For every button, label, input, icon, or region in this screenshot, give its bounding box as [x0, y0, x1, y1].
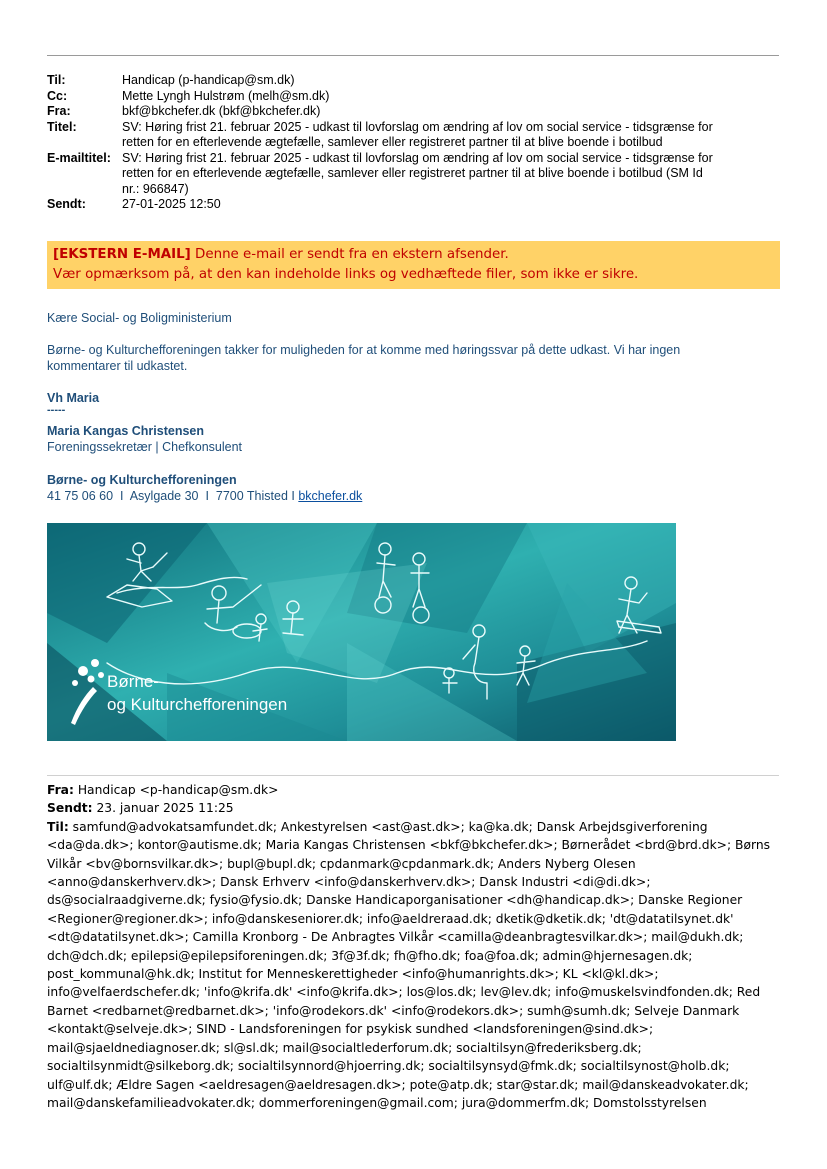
forward-divider — [47, 775, 779, 776]
emailtitle-value-line-1: SV: Høring frist 21. februar 2025 - udkast til lovforslag om ændring af lov om social service - tidsgrænse for — [122, 150, 713, 165]
body-paragraph-line-1: Børne- og Kulturchefforeningen takker for muligheden for at komme med høringssvar på dette udkast. Vi har ingen — [47, 343, 681, 357]
cc-value: Mette Lyngh Hulstrøm (melh@sm.dk) — [122, 88, 330, 103]
emailtitle-label: E-mailtitel: — [47, 150, 111, 165]
signature-name: Maria Kangas Christensen — [47, 424, 204, 438]
warning-line-1 — [53, 245, 774, 265]
emailtitle-row — [47, 151, 779, 198]
fwd-sent-row — [47, 799, 782, 817]
fwd-to-line-0 — [47, 818, 782, 836]
from-row — [47, 104, 779, 120]
logo-line-1: Børne- — [107, 672, 159, 691]
fwd-to-line-10: Barnet <redbarnet@redbarnet.dk>; 'info@rodekors.dk' <info@rodekors.dk>; sumh@sumh.dk; Selveje Danmark — [47, 1003, 740, 1018]
fwd-to-line-7: dch@dch.dk; epilepsi@epilepsiforeningen.dk; 3f@3f.dk; fh@fho.dk; foa@foa.dk; admin@hjernesagen.dk; — [47, 948, 693, 963]
body-paragraph-line-2: kommentarer til udkastet. — [47, 359, 188, 373]
emailtitle-value-line-3: nr.: 966847) — [122, 181, 189, 196]
from-label: Fra: — [47, 104, 71, 118]
fwd-to-line-9: info@velfaerdschefer.dk; 'info@krifa.dk' <info@krifa.dk>; los@los.dk; lev@lev.dk; info@muskelsvindfonden.dk; Red — [47, 985, 761, 1000]
fwd-from-label: Fra: — [47, 783, 74, 797]
signature-org: Børne- og Kulturchefforeningen — [47, 473, 237, 487]
fwd-to-line-3: <anno@danskerhverv.dk>; Dansk Erhverv <info@danskerhverv.dk>; Dansk Industri <di@di.dk>; — [47, 875, 651, 890]
fwd-to-line-11: <kontakt@selveje.dk>; SIND - Landsforeningen for psykisk sundhed <landsforeningen@sind.dk>; — [47, 1022, 654, 1037]
sent-value: 27-01-2025 12:50 — [122, 197, 221, 211]
to-row — [47, 73, 779, 89]
signature-separator: ----- — [47, 404, 66, 416]
title-value-line-2: retten for en efterlevende ægtefælle, samlever eller registreret partner til at blive boende i botilbud — [122, 135, 663, 149]
warning-tag: [EKSTERN E-MAIL] — [53, 247, 191, 262]
external-email-warning — [47, 241, 780, 289]
fwd-sent-value: 23. januar 2025 11:25 — [92, 801, 234, 816]
signature-role: Foreningssekretær | Chefkonsulent — [47, 440, 243, 454]
signature-contact-text: 41 75 06 60 I Asylgade 30 I 7700 Thisted I — [47, 489, 299, 503]
emailtitle-value — [122, 151, 779, 198]
to-label: Til: — [47, 73, 66, 87]
from-value: bkf@bkchefer.dk (bkf@bkchefer.dk) — [122, 104, 321, 118]
fwd-to-line-4: ds@socialraadgiverne.dk; fysio@fysio.dk; Danske Handicaporganisationer <dh@handicap.dk>; Danske Regioner — [47, 893, 743, 908]
cc-row — [47, 89, 779, 105]
title-value — [122, 120, 779, 151]
to-value: Handicap (p-handicap@sm.dk) — [122, 73, 295, 87]
fwd-to-line-15: mail@danskefamilieadvokater.dk; dommerforeningen@gmail.com; jura@dommerfm.dk; Domstolsstyrelsen — [47, 1095, 707, 1110]
fwd-to-label: Til: — [47, 819, 69, 834]
fwd-sent-label: Sendt: — [47, 801, 93, 816]
fwd-from-value: Handicap <p-handicap@sm.dk> — [73, 783, 279, 797]
fwd-to-line-5: <Regioner@regioner.dk>; info@danskeseniorer.dk; info@aeldreraad.dk; dketik@dketik.dk; 'dt@datatilsynet.dk' — [47, 911, 734, 926]
top-divider — [47, 55, 779, 56]
fwd-from-row — [47, 781, 782, 799]
fwd-to-line-13: socialtilsynmidt@silkeborg.dk; socialtilsynnord@hjoerring.dk; socialtilsynsyd@fmk.dk; socialtilsynost@holb.dk; — [47, 1059, 730, 1074]
body-paragraph — [47, 342, 782, 374]
sent-label: Sendt: — [47, 197, 86, 211]
fwd-to-line-12: mail@sjaeldnediagnoser.dk; sl@sl.dk; mail@socialtlederforum.dk; socialtilsyn@frederiksberg.dk; — [47, 1040, 642, 1055]
title-label: Titel: — [47, 119, 77, 134]
logo-line-2: og Kulturchefforeningen — [107, 695, 288, 714]
fwd-to-line-2: Vilkår <bv@bornsvilkar.dk>; bupl@bupl.dk; cpdanmark@cpdanmark.dk; Anders Nyberg Olesen — [47, 856, 636, 871]
fwd-to-line-8: post_kommunal@hk.dk; Institut for Menneskerettigheder <info@humanrights.dk>; KL <kl@kl.dk>; — [47, 967, 659, 982]
email-header — [47, 73, 779, 213]
title-row — [47, 120, 779, 151]
warning-line-2: Vær opmærksom på, at den kan indeholde links og vedhæftede filer, som ikke er sikre. — [53, 267, 639, 282]
warning-text-1: Denne e-mail er sendt fra en ekstern afsender. — [190, 247, 509, 262]
greeting: Kære Social- og Boligministerium — [47, 311, 232, 325]
regards: Vh Maria — [47, 391, 100, 405]
fwd-to-line-6: <dt@datatilsynet.dk>; Camilla Kronborg - De Anbragtes Vilkår <camilla@deanbragtesvilkar.dk>; mail@dukh.dk; — [47, 930, 744, 945]
signature-contact — [47, 488, 362, 504]
cc-label: Cc: — [47, 88, 68, 103]
fwd-to-text-0: samfund@advokatsamfundet.dk; Ankestyrelsen <ast@ast.dk>; ka@ka.dk; Dansk Arbejdsgiverforening — [68, 819, 708, 834]
title-value-line-1: SV: Høring frist 21. februar 2025 - udkast til lovforslag om ændring af lov om social service - tidsgrænse for — [122, 119, 713, 134]
fwd-to-line-14: ulf@ulf.dk; Ældre Sagen <aeldresagen@aeldresagen.dk>; pote@atp.dk; star@star.dk; mail@danskeadvokater.dk; — [47, 1077, 749, 1092]
website-link[interactable]: bkchefer.dk — [298, 489, 363, 503]
fwd-to-line-1: <da@da.dk>; kontor@autisme.dk; Maria Kangas Christensen <bkf@bkchefer.dk>; Børnerådet <brd@brd.dk>; Børns — [47, 838, 771, 853]
sent-row — [47, 197, 779, 213]
forwarded-message — [47, 781, 782, 1112]
organization-banner-image — [47, 523, 676, 741]
emailtitle-value-line-2: retten for en efterlevende ægtefælle, samlever eller registreret partner til at blive boende i botilbud (SM Id — [122, 166, 703, 180]
